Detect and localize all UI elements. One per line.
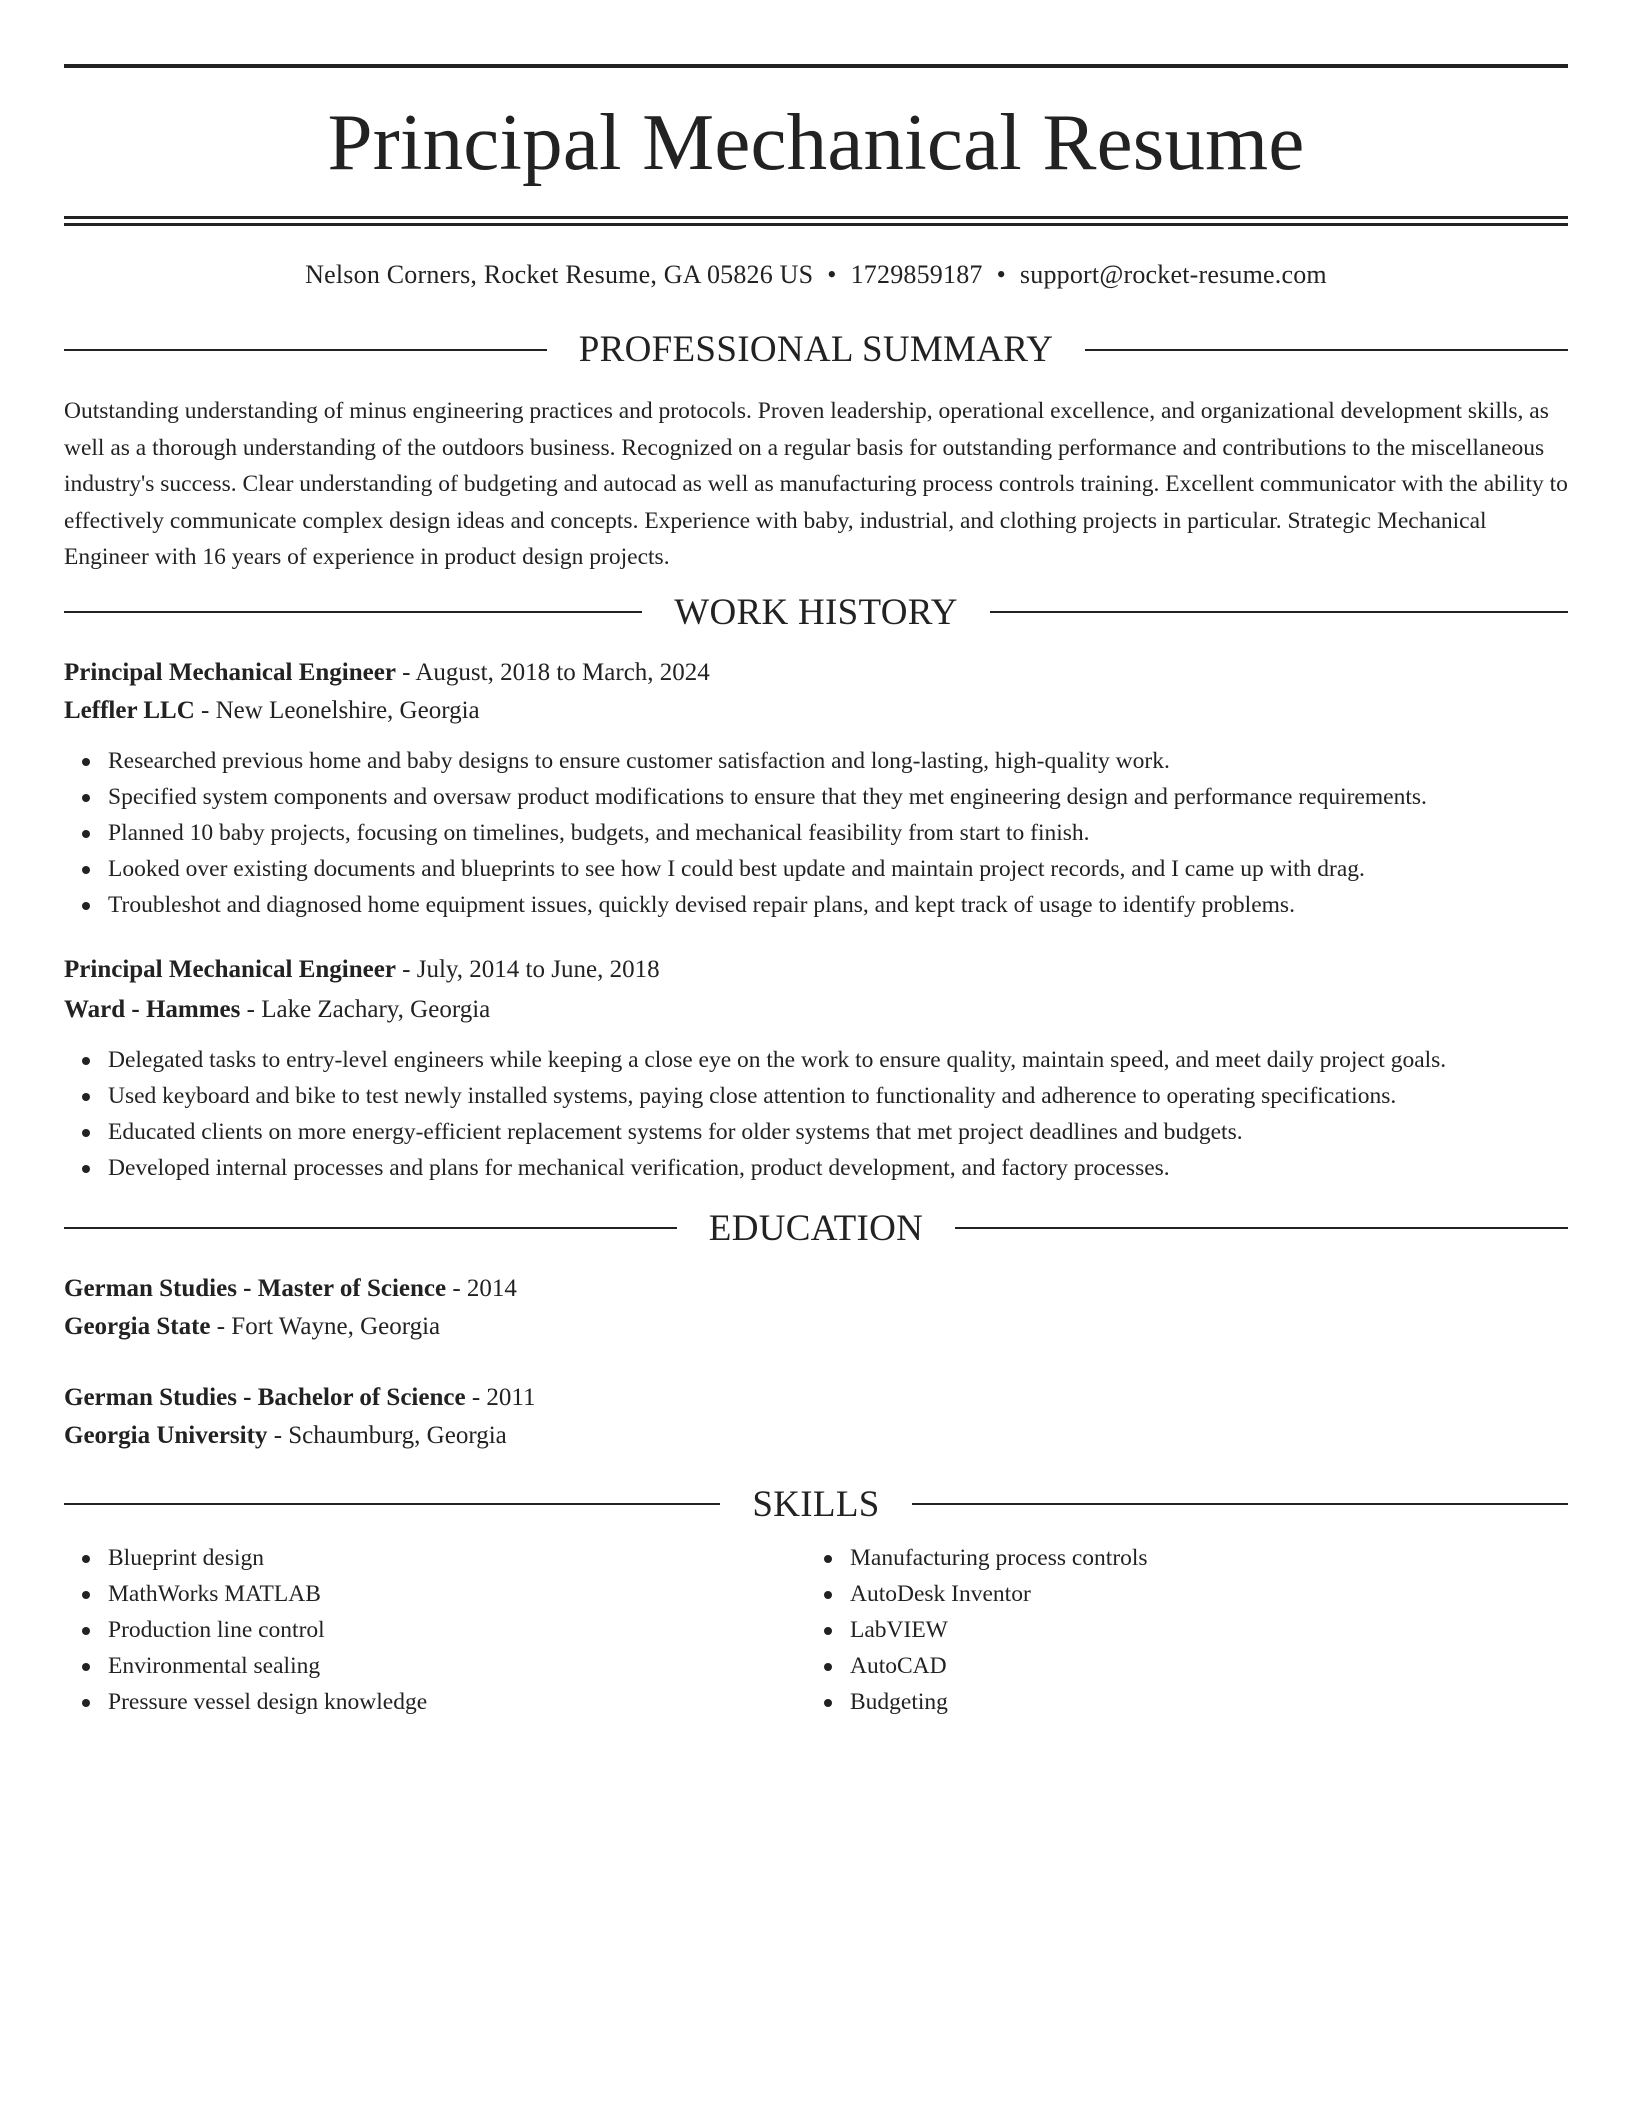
education-location: - Fort Wayne, Georgia [210,1312,441,1340]
contact-separator: • [996,260,1006,289]
contact-separator: • [827,260,837,289]
education-degree: German Studies - Bachelor of Science [64,1383,466,1411]
section-rule-left [64,349,547,351]
job-title-line [64,660,1568,685]
job-location: - New Leonelshire, Georgia [194,696,480,724]
list-item: MathWorks MATLAB [108,1576,806,1612]
job-company-line [64,698,1568,723]
list-item: Environmental sealing [108,1648,806,1684]
section-rule-right [955,1227,1568,1229]
job-title: Principal Mechanical Engineer [64,955,396,983]
list-item: Planned 10 baby projects, focusing on timelines, budgets, and mechanical feasibility from start to finish. [108,815,1568,851]
education-degree: German Studies - Master of Science [64,1274,447,1302]
education-entry [64,1385,1568,1448]
section-title-summary: PROFESSIONAL SUMMARY [578,329,1054,370]
list-item: Budgeting [850,1684,1568,1720]
section-title-education: EDUCATION [708,1207,924,1249]
education-school-line [64,1314,1568,1339]
education-school-line [64,1423,1568,1448]
list-item: Developed internal processes and plans for mechanical verification, product development, and factory processes. [108,1150,1568,1186]
section-title-skills: SKILLS [752,1483,880,1525]
education-degree-line [64,1385,1568,1410]
section-header-skills [64,1483,1568,1525]
list-item: Production line control [108,1612,806,1648]
job-dates: - August, 2018 to March, 2024 [395,658,710,686]
job-title-line [64,957,1568,982]
section-rule-right [912,1503,1568,1505]
skills-list [64,1540,1568,1720]
section-header-summary [64,331,1568,368]
list-item: Specified system components and oversaw product modifications to ensure that they met engineering design and performance requirements. [108,779,1568,815]
summary-text: Outstanding understanding of minus engineering practices and protocols. Proven leadership, operational excellence, and organizational development skills, as well as a thorough understanding of the outdoors business. Recognized on a regular basis for outstanding performance and contributions to the miscellaneous industry's success. Clear understanding of budgeting and autocad as well as manufacturing process controls training. Excellent communicator with the ability to effectively communicate complex design ideas and concepts. Experience with baby, industrial, and clothing projects in particular. Strategic Mechanical Engineer with 16 years of experience in product design projects. [64,398,1568,570]
section-rule-right [990,611,1568,613]
section-rule-left [64,611,642,613]
top-rule [64,64,1568,68]
education-school: Georgia University [64,1421,268,1449]
section-rule-left [64,1503,720,1505]
list-item: Troubleshot and diagnosed home equipment issues, quickly devised repair plans, and kept track of usage to identify problems. [108,887,1568,923]
job-company: Ward - Hammes [64,995,241,1023]
job-company: Leffler LLC [64,696,195,724]
job-dates: - July, 2014 to June, 2018 [395,955,660,983]
skills-bullets [806,1540,1568,1720]
section-rule-right [1085,349,1568,351]
job-bullets [64,743,1568,923]
section-header-education [64,1207,1568,1249]
section-rule-left [64,1227,677,1229]
list-item: Used keyboard and bike to test newly installed systems, paying close attention to functionality and adherence to operating specifications. [108,1078,1568,1114]
skills-column-right [806,1540,1568,1720]
section-header-work [64,591,1568,633]
list-item: LabVIEW [850,1612,1568,1648]
title-double-rule [64,216,1568,226]
education-entry [64,1276,1568,1339]
job-bullets [64,1042,1568,1186]
contact-line [64,262,1568,288]
resume-title: Principal Mechanical Resume [327,97,1305,187]
list-item: AutoDesk Inventor [850,1576,1568,1612]
list-item: Researched previous home and baby designs to ensure customer satisfaction and long-lasting, high-quality work. [108,743,1568,779]
job-entry [64,660,1568,923]
list-item: Educated clients on more energy-efficient replacement systems for older systems that met project deadlines and budgets. [108,1114,1568,1150]
resume-page [64,64,1568,1720]
contact-address: Nelson Corners, Rocket Resume, GA 05826 US [305,260,814,289]
job-title: Principal Mechanical Engineer [64,658,396,686]
education-location: - Schaumburg, Georgia [267,1421,507,1449]
list-item: Delegated tasks to entry-level engineers while keeping a close eye on the work to ensure quality, maintain speed, and meet daily project goals. [108,1042,1568,1078]
job-location: - Lake Zachary, Georgia [240,995,491,1023]
skills-bullets [64,1540,806,1720]
list-item: Pressure vessel design knowledge [108,1684,806,1720]
contact-phone: 1729859187 [850,260,983,289]
list-item: Blueprint design [108,1540,806,1576]
education-year: - 2014 [446,1274,517,1302]
list-item: AutoCAD [850,1648,1568,1684]
job-company-line [64,997,1568,1022]
job-entry [64,957,1568,1186]
list-item: Manufacturing process controls [850,1540,1568,1576]
education-year: - 2011 [465,1383,536,1411]
list-item: Looked over existing documents and blueprints to see how I could best update and maintain project records, and I came up with drag. [108,851,1568,887]
section-title-work: WORK HISTORY [674,591,958,633]
education-school: Georgia State [64,1312,211,1340]
education-degree-line [64,1276,1568,1301]
skills-column-left [64,1540,806,1720]
contact-email: support@rocket-resume.com [1019,260,1327,289]
